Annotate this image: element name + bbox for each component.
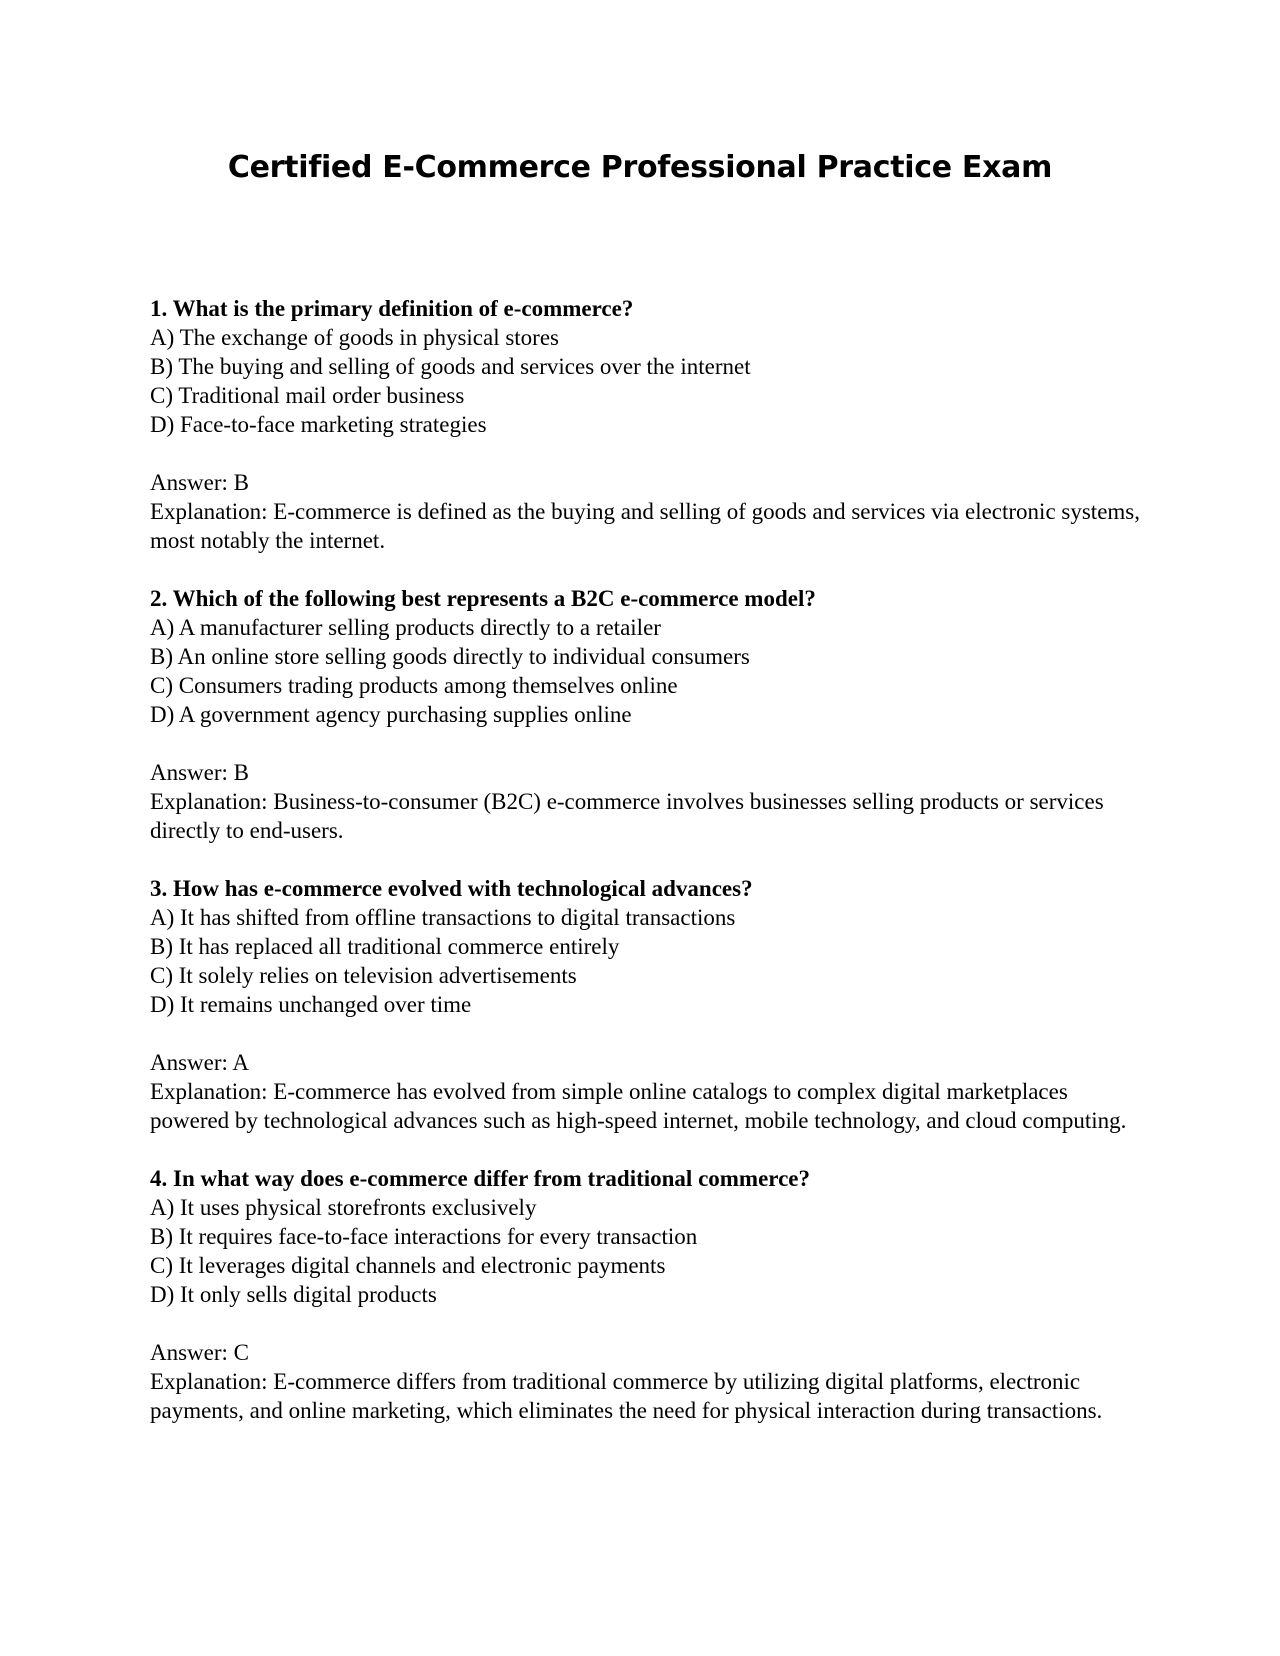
answer-text: Answer: B xyxy=(150,760,250,785)
option-d: D) A government agency purchasing supplies online xyxy=(150,702,632,727)
option-c: C) Traditional mail order business xyxy=(150,383,465,408)
questions-list xyxy=(150,294,1150,1454)
option-a: A) A manufacturer selling products directly to a retailer xyxy=(150,615,661,640)
option-c: C) It solely relies on television advertisements xyxy=(150,963,577,988)
answer-block xyxy=(150,1338,1150,1425)
question-text: 1. What is the primary definition of e-commerce? xyxy=(150,296,634,321)
option-c: C) It leverages digital channels and electronic payments xyxy=(150,1253,666,1278)
answer-block xyxy=(150,758,1150,845)
question-block xyxy=(150,1164,1150,1425)
explanation-text: Explanation: E-commerce differs from traditional commerce by utilizing digital platforms, electronic payments, and online marketing, which eliminates the need for physical interaction during transactions. xyxy=(150,1369,1103,1423)
option-a: A) It uses physical storefronts exclusively xyxy=(150,1195,537,1220)
question-text: 3. How has e-commerce evolved with technological advances? xyxy=(150,876,753,901)
question-text: 4. In what way does e-commerce differ from traditional commerce? xyxy=(150,1166,811,1191)
question-block xyxy=(150,584,1150,845)
answer-block xyxy=(150,468,1150,555)
option-a: A) The exchange of goods in physical stores xyxy=(150,325,560,350)
option-c: C) Consumers trading products among themselves online xyxy=(150,673,678,698)
page-title: Certified E-Commerce Professional Practice Exam xyxy=(227,150,1053,185)
option-a: A) It has shifted from offline transactions to digital transactions xyxy=(150,905,736,930)
option-d: D) Face-to-face marketing strategies xyxy=(150,412,487,437)
question-text: 2. Which of the following best represents a B2C e-commerce model? xyxy=(150,586,816,611)
answer-block xyxy=(150,1048,1150,1135)
answer-text: Answer: A xyxy=(150,1050,250,1075)
answer-text: Answer: C xyxy=(150,1340,250,1365)
explanation-text: Explanation: Business-to-consumer (B2C) e-commerce involves businesses selling products or services directly to end-users. xyxy=(150,789,1104,843)
option-b: B) The buying and selling of goods and services over the internet xyxy=(150,354,751,379)
option-d: D) It remains unchanged over time xyxy=(150,992,472,1017)
option-b: B) It has replaced all traditional commerce entirely xyxy=(150,934,620,959)
question-block xyxy=(150,874,1150,1135)
option-b: B) It requires face-to-face interactions for every transaction xyxy=(150,1224,698,1249)
question-block xyxy=(150,294,1150,555)
answer-text: Answer: B xyxy=(150,470,250,495)
explanation-text: Explanation: E-commerce has evolved from simple online catalogs to complex digital marketplaces powered by technological advances such as high-speed internet, mobile technology, and cloud computing. xyxy=(150,1079,1127,1133)
option-b: B) An online store selling goods directly to individual consumers xyxy=(150,644,750,669)
explanation-text: Explanation: E-commerce is defined as the buying and selling of goods and services via electronic systems, most notably the internet. xyxy=(150,499,1140,553)
option-d: D) It only sells digital products xyxy=(150,1282,437,1307)
